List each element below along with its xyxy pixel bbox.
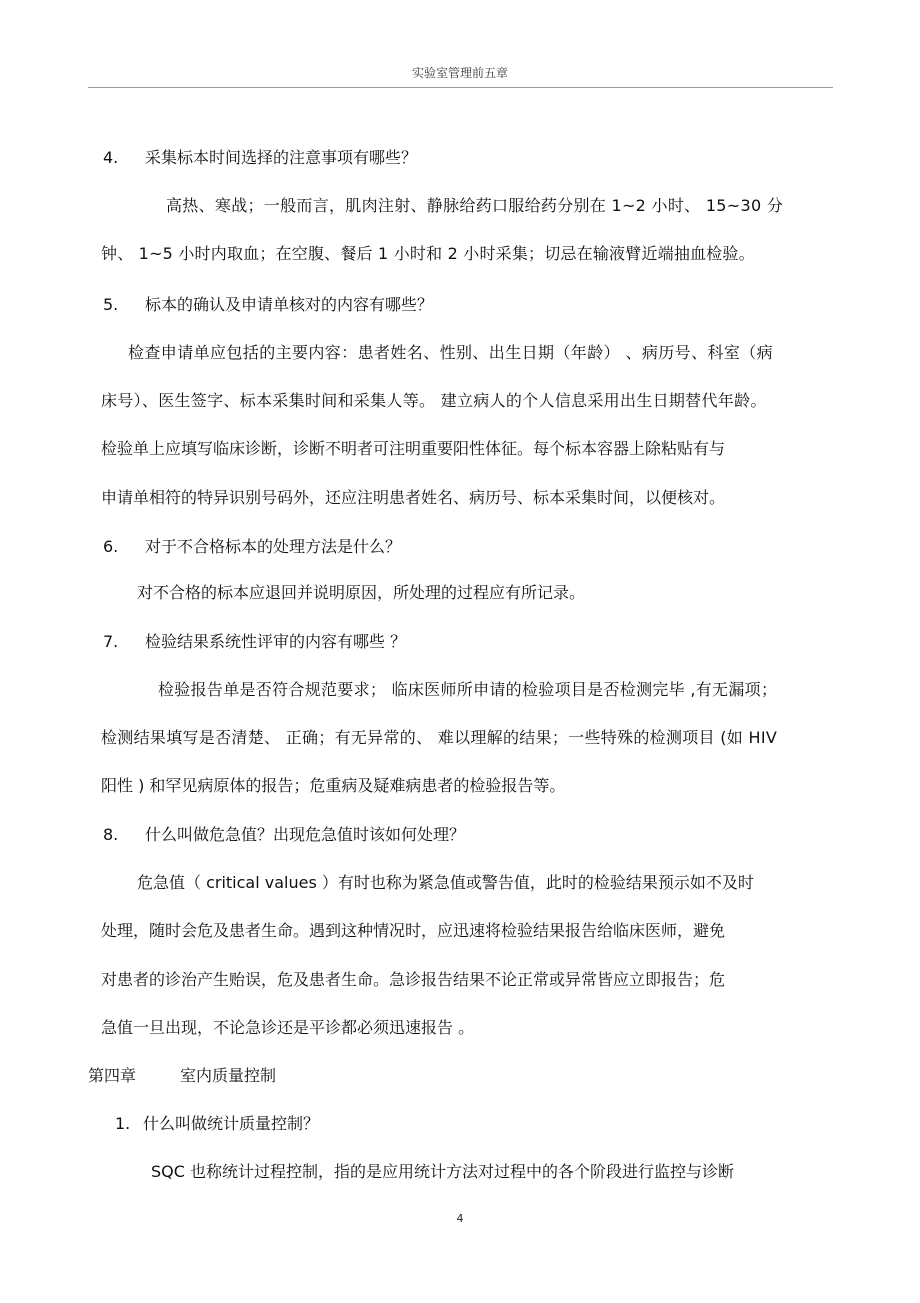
question-text: 什么叫做统计质量控制？ xyxy=(143,1114,320,1133)
answer-line: 处理，随时会危及患者生命。遇到这种情况时，应迅速将检验结果报告给临床医师，避免 xyxy=(101,921,726,940)
chapter-heading xyxy=(88,1066,276,1086)
question-6 xyxy=(103,537,401,557)
question-text: 对于不合格标本的处理方法是什么？ xyxy=(145,537,402,556)
answer-line: 床号）、医生签字、标本采集时间和采集人等。 建立病人的个人信息采用出生日期替代年龄。 xyxy=(101,391,767,410)
question-7 xyxy=(103,632,406,652)
question-8 xyxy=(103,825,465,845)
answer-line: 检验单上应填写临床诊断，诊断不明者可注明重要阳性体征。每个标本容器上除粘贴有与 xyxy=(101,439,726,458)
chapter-title: 室内质量控制 xyxy=(180,1066,277,1085)
answer-line: 阳性 ) 和罕见病原体的报告；危重病及疑难病患者的检验报告等。 xyxy=(101,776,566,795)
question-number: 1. xyxy=(115,1114,131,1133)
answer-line: 高热、寒战；一般而言，肌肉注射、静脉给药口服给药分别在 1~2 小时、 15~30 分 xyxy=(166,196,784,215)
question-text: 标本的确认及申请单核对的内容有哪些？ xyxy=(145,295,434,314)
answer-line: SQC 也称统计过程控制，指的是应用统计方法对过程中的各个阶段进行监控与诊断 xyxy=(151,1162,735,1181)
header-rule xyxy=(88,87,833,88)
question-number: 5. xyxy=(103,295,119,314)
page-number: 4 xyxy=(456,1212,464,1225)
question-text: 什么叫做危急值？出现危急值时该如何处理？ xyxy=(145,825,466,844)
answer-line: 危急值（ critical values ）有时也称为紧急值或警告值，此时的检验结果预示如不及时 xyxy=(137,873,754,892)
answer-line: 检查申请单应包括的主要内容：患者姓名、性别、出生日期（年龄） 、病历号、科室（病 xyxy=(128,343,774,362)
question-text: 检验结果系统性评审的内容有哪些 ？ xyxy=(145,632,407,651)
question-number: 7. xyxy=(103,632,119,651)
answer-line: 钟、 1~5 小时内取血；在空腹、餐后 1 小时和 2 小时采集；切忌在输液臂近端抽血检验。 xyxy=(101,244,755,263)
question-text: 采集标本时间选择的注意事项有哪些？ xyxy=(145,148,418,167)
answer-line: 对不合格的标本应退回并说明原因，所处理的过程应有所记录。 xyxy=(137,583,586,602)
chapter4-question-1 xyxy=(115,1114,319,1134)
question-number: 8. xyxy=(103,825,119,844)
question-5 xyxy=(103,295,433,315)
question-number: 4. xyxy=(103,148,119,167)
answer-line: 申请单相符的特异识别号码外，还应注明患者姓名、病历号、标本采集时间，以便核对。 xyxy=(101,488,726,507)
answer-line: 检验报告单是否符合规范要求； 临床医师所申请的检验项目是否检测完毕 ,有无漏项； xyxy=(158,680,778,699)
answer-line: 急值一旦出现，不论急诊还是平诊都必须迅速报告 。 xyxy=(101,1018,475,1037)
question-number: 6. xyxy=(103,537,119,556)
answer-line: 检测结果填写是否清楚、 正确；有无异常的、 难以理解的结果；一些特殊的检测项目 (如 HIV xyxy=(101,728,778,747)
question-4 xyxy=(103,148,417,168)
answer-line: 对患者的诊治产生贻误，危及患者生命。急诊报告结果不论正常或异常皆应立即报告；危 xyxy=(101,970,726,989)
running-header: 实验室管理前五章 xyxy=(411,66,508,80)
chapter-label: 第四章 xyxy=(88,1066,137,1085)
